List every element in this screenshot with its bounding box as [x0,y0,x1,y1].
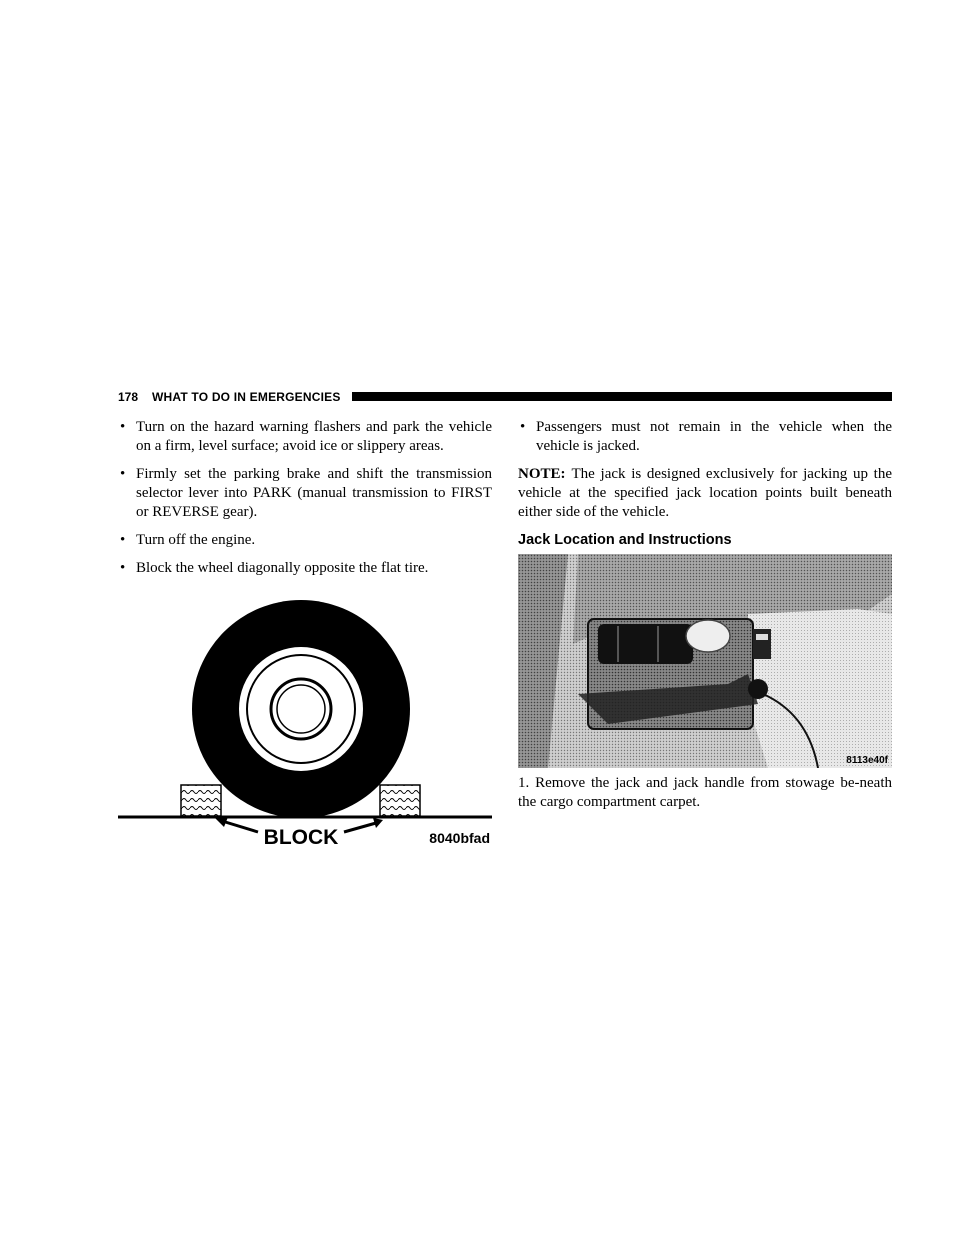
header-rule [352,392,892,401]
arrow-left-icon [215,817,258,832]
bullet-text: Firmly set the parking brake and shift the transmission selector lever into PARK (manual transmission to FIRST or REVERSE gear). [136,466,492,520]
list-item [518,418,892,456]
left-bullet-list [118,418,492,578]
list-item [118,559,492,578]
bullet-glyph: • [520,419,526,435]
section-subheading: Jack Location and Instructions [518,532,732,548]
list-item [118,418,492,456]
arrow-right-icon [344,818,383,832]
page-header [118,388,892,406]
wheel-block-figure [118,596,492,850]
left-column [118,418,492,587]
photo-code: 8113e40f [846,755,888,766]
step-1-paragraph: 1. Remove the jack and jack handle from stowage be-neath the cargo compartment carpet. [518,775,892,810]
section-title: WHAT TO DO IN EMERGENCIES [152,390,341,404]
page-number: 178 [118,390,139,404]
note-text: The jack is designed exclusively for jacking up the vehicle at the specified jack location points built beneath either side of the vehicle. [518,466,892,520]
block-label: BLOCK [263,826,339,849]
bullet-glyph: • [120,419,126,435]
bullet-text: Passengers must not remain in the vehicle when the vehicle is jacked. [536,419,892,454]
wheel-block-illustration [118,596,492,850]
wheel-chock-left-icon [181,785,221,816]
bullet-text: Block the wheel diagonally opposite the flat tire. [136,560,429,576]
bullet-glyph: • [120,466,126,482]
bullet-glyph: • [120,560,126,576]
tire-icon [192,600,410,818]
figure-code: 8040bfad [429,830,490,846]
bullet-glyph: • [120,532,126,548]
list-item [118,465,492,522]
wheel-chock-right-icon [380,785,420,816]
jack-stowage-photo [518,554,892,768]
bullet-text: Turn on the hazard warning flashers and park the vehicle on a firm, level surface; avoid ice or slippery areas. [136,419,492,454]
list-item [118,531,492,550]
note-label: NOTE: [518,466,566,482]
bullet-text: Turn off the engine. [136,532,256,548]
jack-stowage-illustration [518,554,892,768]
note-paragraph [518,465,892,522]
right-column [518,418,892,550]
right-bullet-list [518,418,892,456]
